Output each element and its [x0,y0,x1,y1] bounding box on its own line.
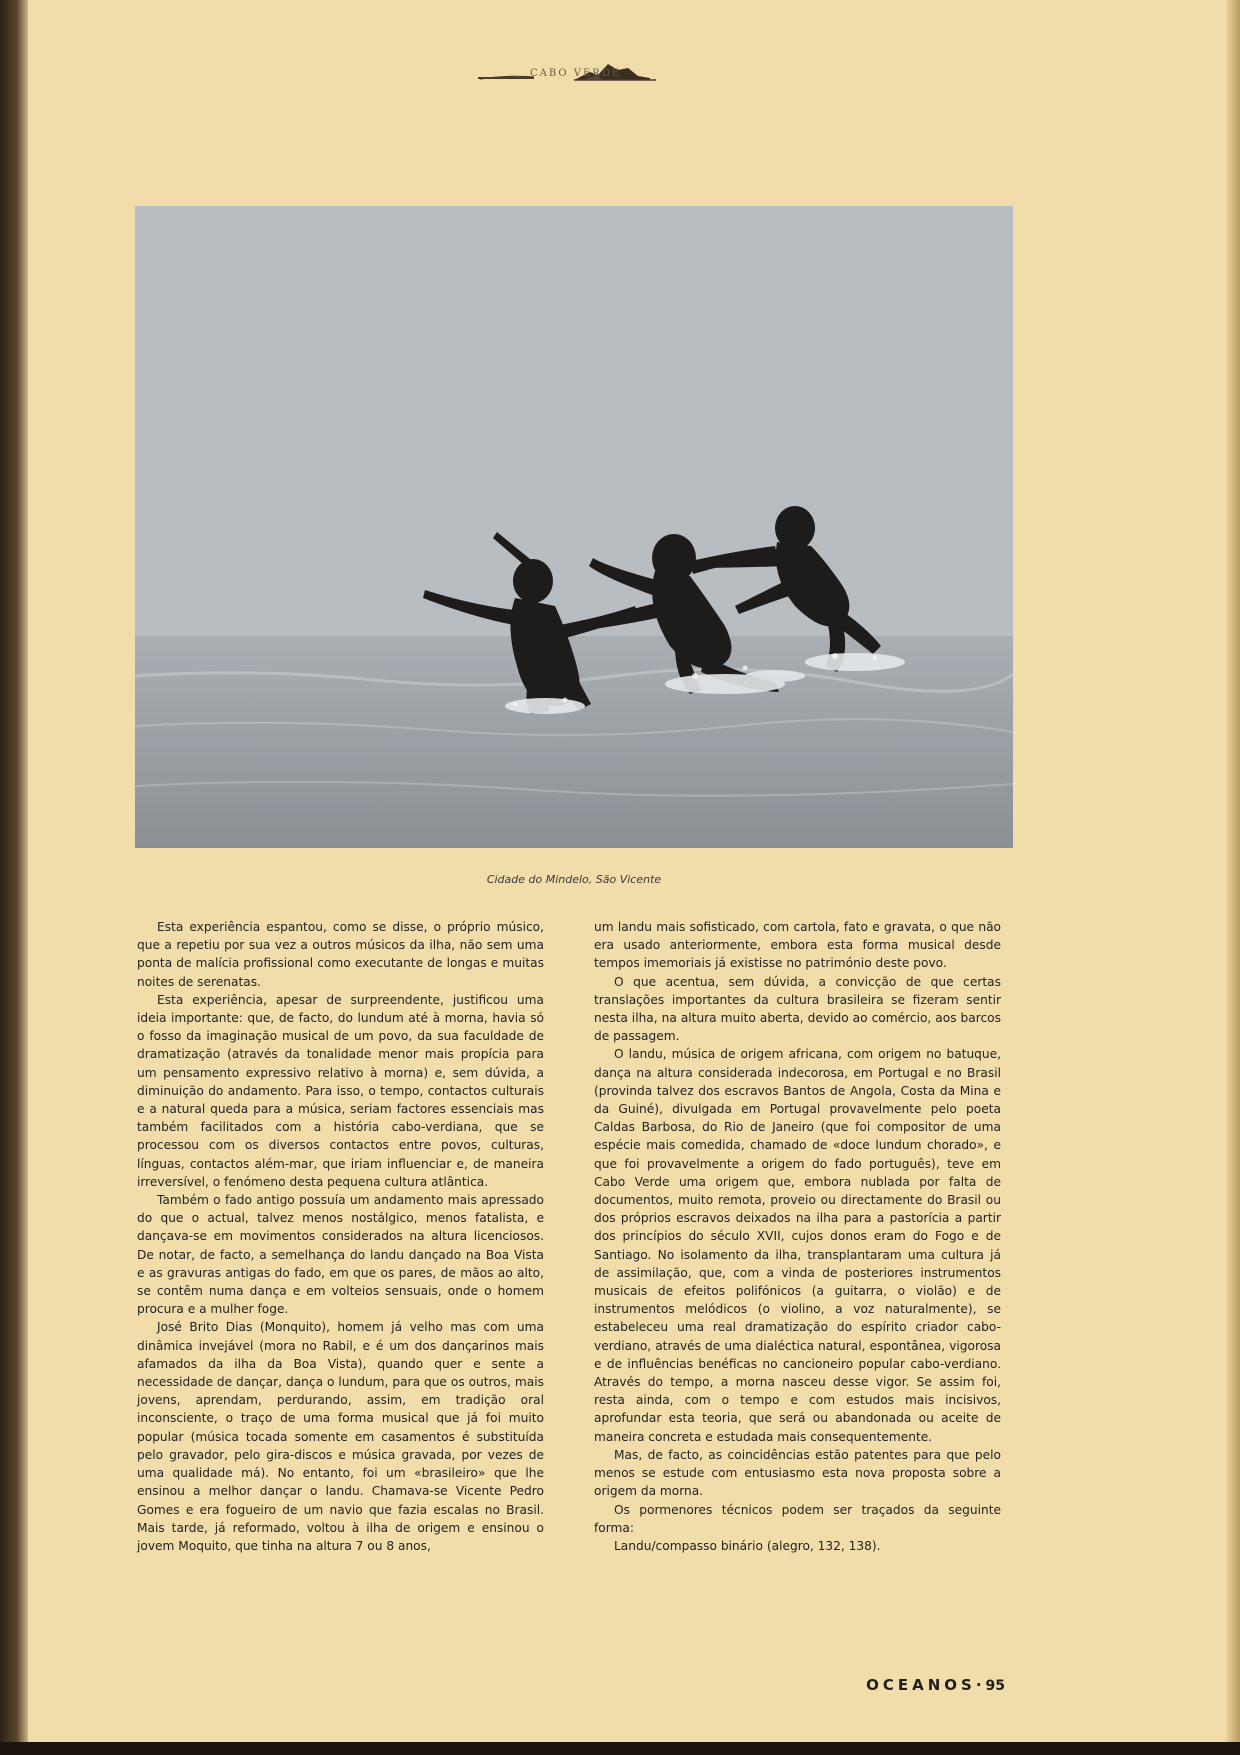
paragraph: Os pormenores técnicos podem ser traçados da seguinte forma: [594,1502,1001,1535]
photo-children-running-into-sea [135,206,1013,848]
article-left-column [137,918,544,1555]
page-footer [855,1676,1005,1694]
paragraph: um landu mais sofisticado, com cartola, fato e gravata, o que não era usado anteriormente, embora esta forma musical desde tempos imemoriais já existisse no património deste povo. [594,920,1001,971]
paragraph: Também o fado antigo possuía um andamento mais apressado do que o actual, talvez menos nostálgico, menos fatalista, e dançava-se em movimentos considerados na altura licenciosos. De notar, de facto, a semelhança do landu dançado na Boa Vista e as gravuras antigas do fado, em que os pares, de mãos ao alto, se contêm numa dança e em volteios sensuais, onde o homem procura e a mulher foge. [137,1193,544,1317]
photo-caption: Cidade do Mindelo, São Vicente [486,873,662,886]
paragraph: Esta experiência, apesar de surpreendente, justificou uma ideia importante: que, de facto, do lundum até à morna, havia só o fosso da imaginação musical de um povo, da sua faculdade de dramatização (através da tonalidade menor mais propícia para um pensamento expressivo relativo à morna) e, sem dúvida, a diminuição do andamento. Para isso, o tempo, contactos culturais e a natural queda para a música, seriam factores essenciais mas também facilitados com a história cabo-verdiana, que se processou com os diversos contactos entre povos, culturas, línguas, contactos além-mar, que iriam influenciar e, de maneira irreversível, o fenómeno desta pequena cultura atlântica. [137,992,544,1189]
page-edge-shadow [1226,0,1240,1755]
paragraph: Mas, de facto, as coincidências estão patentes para que pelo menos se estude com entusiasmo esta nova proposta sobre a origem da morna. [594,1447,1001,1499]
paragraph: José Brito Dias (Monquito), homem já velho mas com uma dinâmica invejável (mora no Rabil, e é um dos dançarinos mais afamados da ilha da Boa Vista), quando quer e sente a necessidade de dançar, dança o lundum, para que os outros, mais jovens, aprendam, perdurando, assim, em tradição oral inconsciente, o traço de uma forma musical que já foi muito popular (música tocada somente em casamentos é substituída pelo gravador, pelo gira-discos e música gravada, por vezes de uma qualidade má). No entanto, foi um «brasileiro» que lhe ensinou a melhor dançar o landu. Chamava-se Vicente Pedro Gomes e era fogueiro de um navio que fazia escalas no Brasil. Mais tarde, já reformado, voltou à ilha de origem e ensinou o jovem Moquito, que tinha na altura 7 ou 8 anos, [137,1320,544,1553]
paragraph: Landu/compasso binário (alegro, 132, 138). [614,1538,881,1553]
binding-shadow [0,0,28,1755]
footer-separator: · [975,1676,986,1694]
paragraph: O que acentua, sem dúvida, a convicção de que certas translações importantes da cultura brasileira se fizeram sentir nesta ilha, na altura muito aberta, devido ao comércio, aos barcos de passagem. [594,974,1001,1044]
page-number: 95 [985,1678,1005,1694]
paragraph: O landu, música de origem africana, com origem no batuque, dança na altura considerada indecorosa, em Portugal e no Brasil (provinda talvez dos escravos Bantos de Angola, Costa da Mina e da Guiné), divulgada em Portugal provavelmente pelo poeta Caldas Barbosa, do Rio de Janeiro (que foi compositor de uma espécie mais comedida, chamado de «doce lundum chorado», e que foi provavelmente a origem do fado português), teve em Cabo Verde uma origem que, embora nublada por falta de documentos, muito remota, proveio ou directamente do Brasil ou dos próprios escravos deixados na ilha para a pastorícia a partir dos princípios do século XVII, cujos donos eram do Fogo e de Santiago. No isolamento da ilha, transplantaram uma cultura já de assimilação, que, com a vinda de posteriores instrumentos musicais de efeitos polifónicos (a guitarra, o violão) e de instrumentos melódicos (o violino, a voz naturalmente), se estabeleceu uma real dramatização do espírito criador cabo-verdiano, através de uma dialéctica natural, espontânea, vigorosa e de influências benéficas no cancioneiro popular cabo-verdiano. Através do tempo, a morna nasceu desse vigor. Se assim foi, resta ainda, com o tempo e com estudos mais incisivos, aprofundar esta teoria, que será ou abandonada ou aceite de maneira concreta e estudada mais consequentemente. [594,1047,1001,1444]
scan-bottom-edge [0,1742,1240,1755]
paragraph: Esta experiência espantou, como se disse, o próprio músico, que a repetiu por sua vez a outros músicos da ilha, não sem uma ponta de malícia profissional como executante de longas e muitas noites de serenatas. [137,920,544,989]
cabo-verde-header-logo [478,58,658,90]
article-right-column [594,918,1001,1555]
logo-lettering: CABO VERDE [530,68,622,79]
magazine-name: OCEANOS [866,1676,976,1694]
